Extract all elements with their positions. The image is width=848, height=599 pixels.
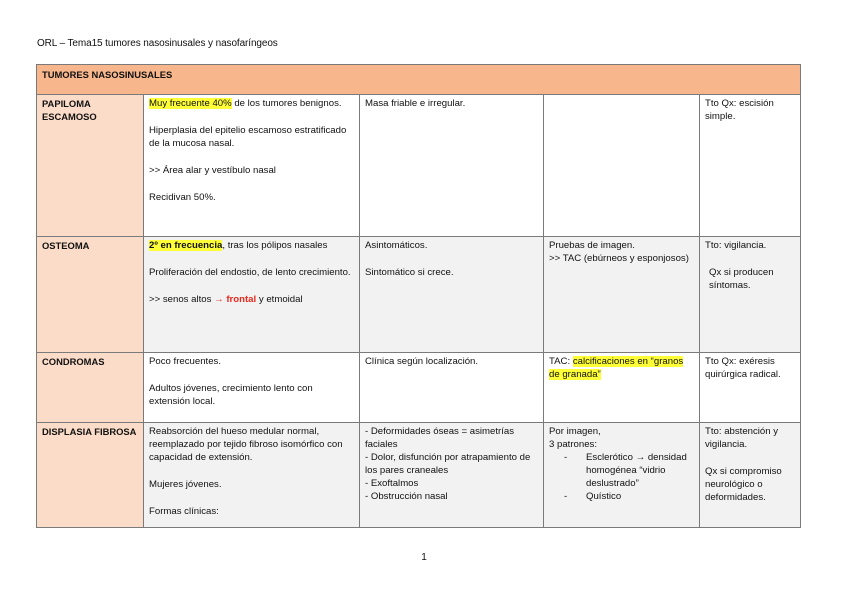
clinic-cell: Clínica según localización. [360, 353, 544, 423]
diagnosis-cell [544, 237, 700, 353]
paragraph: Adultos jóvenes, crecimiento lento con extensión local. [149, 383, 313, 407]
red-text: frontal [226, 294, 257, 305]
table-row [37, 237, 801, 353]
row-name: DISPLASIA FIBROSA [37, 423, 144, 528]
dash-bullet: - [564, 452, 568, 463]
description-cell [144, 423, 360, 528]
clinic-cell [360, 423, 544, 528]
paragraph: Poco frecuentes. [149, 356, 221, 367]
treatment-cell [700, 423, 801, 528]
page-number: 1 [421, 552, 427, 563]
paragraph: Reabsorción del hueso medular normal, reemplazado por tejido fibroso isomórfico con capacidad de extensión. [149, 426, 343, 463]
paragraph: Tto: vigilancia. [705, 240, 767, 251]
paragraph: >> Área alar y vestíbulo nasal [149, 165, 276, 176]
treatment-cell: Tto Qx: exéresis quirúrgica radical. [700, 353, 801, 423]
table-header-row [37, 65, 801, 95]
highlight: Muy frecuente 40% [149, 98, 232, 109]
table-header: TUMORES NASOSINUSALES [37, 65, 801, 95]
text: >> senos altos [149, 294, 215, 305]
treatment-cell: Tto Qx: escisión simple. [700, 95, 801, 237]
text: de los tumores benignos. [231, 98, 342, 109]
list-item [549, 490, 694, 503]
row-name: OSTEOMA [37, 237, 144, 353]
paragraph: Mujeres jóvenes. [149, 479, 222, 490]
text: Quístico [586, 491, 622, 502]
line: >> TAC (ebúrneos y esponjosos) [549, 253, 689, 264]
list-item: - Deformidades óseas = asimetrías faciales [365, 426, 515, 450]
tumors-table [36, 64, 801, 528]
dash-bullet: - [564, 491, 568, 502]
paragraph: Recidivan 50%. [149, 192, 216, 203]
paragraph: Sintomático si crece. [365, 267, 454, 278]
paragraph: Qx si compromiso neurológico o deformidades. [705, 466, 782, 503]
description-cell [144, 353, 360, 423]
text: y etmoidal [256, 294, 303, 305]
text: Esclerótico → densidad homogénea “vidrio deslustrado” [586, 452, 687, 489]
diagnosis-cell [544, 353, 700, 423]
table-row [37, 353, 801, 423]
line: Por imagen, [549, 426, 601, 437]
document-title: ORL – Tema15 tumores nasosinusales y nasofaríngeos [37, 38, 278, 49]
paragraph: Tto: abstención y vigilancia. [705, 426, 779, 450]
clinic-cell: Masa friable e irregular. [360, 95, 544, 237]
description-cell [144, 95, 360, 237]
list-item: - Exoftalmos [365, 478, 419, 489]
arrow-icon: → [214, 294, 224, 305]
text: , tras los pólipos nasales [222, 240, 328, 251]
paragraph: Asintomáticos. [365, 240, 428, 251]
line: 3 patrones: [549, 439, 598, 450]
line: Pruebas de imagen. [549, 240, 635, 251]
treatment-cell [700, 237, 801, 353]
highlight: 2º en frecuencia [149, 240, 223, 251]
paragraph: Formas clínicas: [149, 506, 219, 517]
paragraph: Hiperplasia del epitelio escamoso estratificado de la mucosa nasal. [149, 125, 347, 149]
description-cell [144, 237, 360, 353]
clinic-cell [360, 237, 544, 353]
text: TAC: [549, 356, 573, 367]
list-item [549, 451, 694, 490]
table-row [37, 423, 801, 528]
diagnosis-cell [544, 95, 700, 237]
highlight: calcificaciones en “granos de granada” [549, 356, 684, 380]
paragraph: Proliferación del endostio, de lento crecimiento. [149, 267, 351, 278]
list-item: - Dolor, disfunción por atrapamiento de los pares craneales [365, 452, 531, 476]
row-name: CONDROMAS [37, 353, 144, 423]
row-name: PAPILOMA ESCAMOSO [37, 95, 144, 237]
paragraph: Qx si producen síntomas. [709, 267, 774, 291]
diagnosis-cell [544, 423, 700, 528]
list-item: - Obstrucción nasal [365, 491, 448, 502]
table-row [37, 95, 801, 237]
